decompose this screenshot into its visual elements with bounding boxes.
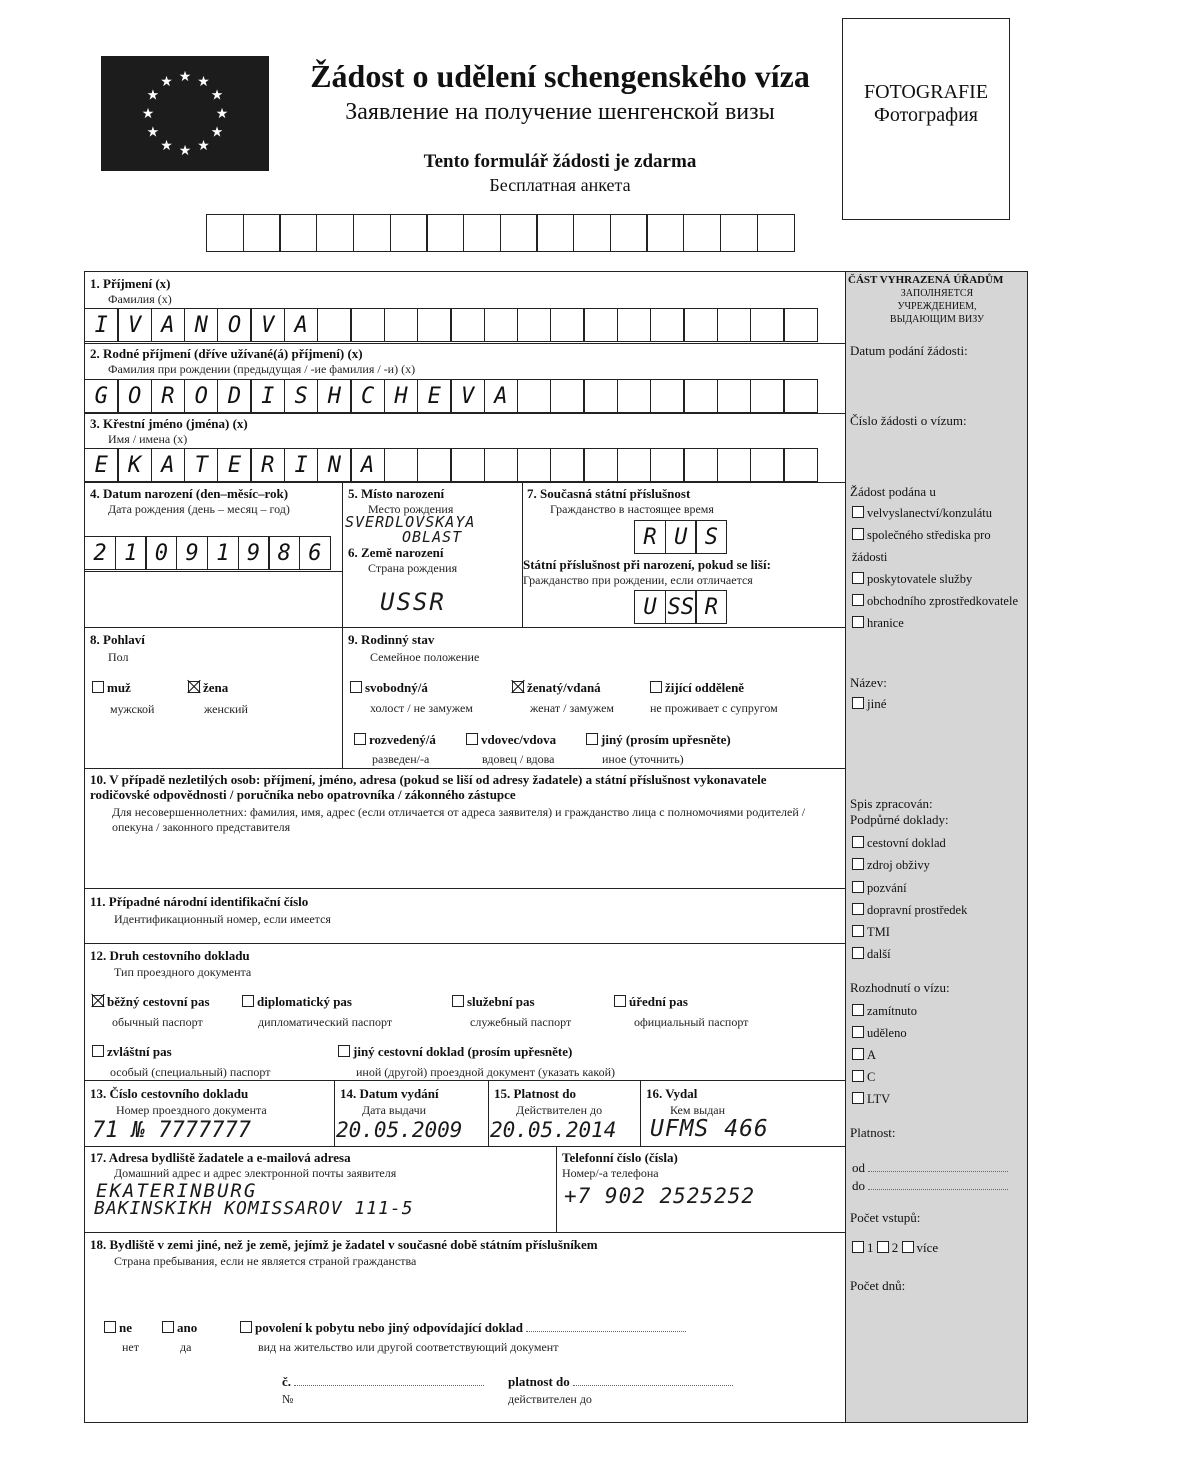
field-7b-label: Státní příslušnost při narození, pokud se liší: bbox=[523, 557, 771, 572]
char-cell[interactable]: V bbox=[450, 379, 485, 413]
field-3-label: 3. Křestní jméno (jména) (x) bbox=[90, 416, 248, 431]
office-doc-label: pozvání bbox=[867, 880, 907, 895]
field-13-label-ru: Номер проездного документа bbox=[116, 1103, 267, 1117]
office-other-checkbox[interactable] bbox=[852, 697, 864, 709]
char-cell[interactable] bbox=[484, 448, 519, 482]
status-widowed-checkbox[interactable] bbox=[466, 733, 478, 745]
field-18-label: 18. Bydliště v zemi jiné, než je země, jejímž je žadatel v současné době státním příslušníkem bbox=[90, 1237, 598, 1252]
office-doc-label: cestovní doklad bbox=[867, 836, 946, 850]
char-cell[interactable]: E bbox=[417, 379, 452, 413]
char-cell[interactable]: R bbox=[250, 448, 285, 482]
eu-star-icon: ★ bbox=[210, 88, 224, 104]
office-lodged-checkbox[interactable] bbox=[852, 616, 864, 628]
char-cell[interactable] bbox=[750, 308, 785, 342]
passport-number-value[interactable]: 71 № 7777777 bbox=[92, 1118, 251, 1143]
field-4-label: 4. Datum narození (den–měsíc–rok) bbox=[90, 486, 289, 501]
office-doc-label: TMI bbox=[867, 925, 890, 940]
sex-female-ru: женский bbox=[204, 702, 248, 716]
field-6-label: 6. Země narození bbox=[348, 545, 444, 560]
barcode-boxes bbox=[206, 214, 793, 252]
status-other-checkbox[interactable] bbox=[586, 733, 598, 745]
doc-ordinary-checkbox[interactable] bbox=[92, 995, 104, 1007]
eu-star-icon: ★ bbox=[197, 74, 210, 90]
char-cell[interactable]: O bbox=[184, 379, 219, 413]
residence-permit-option[interactable]: povolení k pobytu nebo jiný odpovídající doklad bbox=[240, 1320, 686, 1336]
char-cell[interactable]: I bbox=[284, 448, 319, 482]
field-13-label: 13. Číslo cestovního dokladu bbox=[90, 1086, 249, 1101]
char-cell[interactable] bbox=[517, 379, 552, 413]
office-title-ru-3: ВЫДАЮЩИМ ВИЗУ bbox=[889, 314, 985, 325]
office-lodged-label: obchodního zprostředkovatele bbox=[867, 594, 1018, 608]
char-cell[interactable] bbox=[384, 448, 419, 482]
office-panel bbox=[848, 274, 1026, 326]
char-cell[interactable]: H bbox=[384, 379, 419, 413]
char-cell[interactable]: O bbox=[217, 308, 252, 342]
char-cell[interactable]: S bbox=[695, 520, 727, 554]
eu-star-icon: ★ bbox=[210, 125, 224, 141]
char-cell[interactable]: D bbox=[217, 379, 252, 413]
residence-permit-checkbox[interactable] bbox=[240, 1321, 252, 1333]
char-cell[interactable] bbox=[583, 379, 618, 413]
field-1-label-ru: Фамилия (x) bbox=[108, 292, 172, 306]
char-cell[interactable]: G bbox=[84, 379, 119, 413]
office-lodged-option[interactable] bbox=[852, 612, 1024, 634]
office-decision-checkbox[interactable] bbox=[852, 1026, 864, 1038]
office-docs-list bbox=[852, 832, 1024, 966]
char-cell[interactable] bbox=[517, 308, 552, 342]
office-doc-label: dopravní prostředek bbox=[867, 902, 968, 917]
char-cell[interactable]: R bbox=[695, 590, 727, 624]
eu-star-icon: ★ bbox=[141, 107, 155, 122]
field-16-label: 16. Vydal bbox=[646, 1086, 698, 1101]
char-cell[interactable]: U bbox=[665, 520, 697, 554]
residence-yes-option[interactable]: ano bbox=[162, 1320, 197, 1336]
office-number-label: Číslo žádosti o vízum: bbox=[850, 413, 967, 428]
office-decision-option[interactable] bbox=[852, 1066, 1024, 1088]
office-decision-label: uděleno bbox=[867, 1026, 907, 1040]
char-cell[interactable] bbox=[550, 308, 585, 342]
field-10-label: 10. V případě nezletilých osob: příjmení, jméno, adresa (pokud se liší od adresy žadatele) a státní příslušnost vykonavatele rodičovské odpovědnosti / poručníka nebo opatrovníka / zákonného zástupce bbox=[90, 772, 767, 802]
office-title-cz: ČÁST VYHRAZENÁ ÚŘADŮM bbox=[848, 274, 1004, 286]
char-cell[interactable] bbox=[417, 448, 452, 482]
valid-until-value[interactable]: 20.05.2014 bbox=[490, 1118, 617, 1142]
eu-star-icon: ★ bbox=[146, 125, 160, 141]
nationality-input[interactable] bbox=[634, 520, 726, 554]
office-lodged-option[interactable] bbox=[852, 502, 1024, 524]
doc-diplomatic-checkbox[interactable] bbox=[242, 995, 254, 1007]
office-doc-label: zdroj obživy bbox=[867, 858, 930, 873]
char-cell[interactable] bbox=[550, 448, 585, 482]
birth-country-value[interactable]: USSR bbox=[380, 588, 446, 616]
office-decision-label: C bbox=[867, 1070, 876, 1084]
field-7-label: 7. Současná státní příslušnost bbox=[527, 486, 691, 501]
char-cell[interactable]: 2 bbox=[84, 536, 116, 570]
doc-diplomatic-ru: дипломатический паспорт bbox=[258, 1015, 393, 1029]
office-entries-label: Počet vstupů: bbox=[850, 1210, 921, 1225]
char-cell[interactable] bbox=[583, 308, 618, 342]
office-decision-checkbox[interactable] bbox=[852, 1004, 864, 1016]
char-cell[interactable] bbox=[683, 379, 718, 413]
doc-official-checkbox[interactable] bbox=[614, 995, 626, 1007]
char-cell[interactable]: N bbox=[184, 308, 219, 342]
field-11-label-ru: Идентификационный номер, если имеется bbox=[114, 912, 331, 926]
office-doc-option[interactable] bbox=[852, 943, 1024, 965]
office-lodged-label: hranice bbox=[867, 616, 904, 630]
issue-date-value[interactable]: 20.05.2009 bbox=[336, 1118, 463, 1142]
char-cell[interactable] bbox=[650, 308, 685, 342]
residence-no-option[interactable]: ne bbox=[104, 1320, 132, 1336]
char-cell[interactable]: O bbox=[117, 379, 152, 413]
form-title-ru: Заявление на получение шенгенской визы bbox=[345, 99, 775, 125]
char-cell[interactable] bbox=[583, 448, 618, 482]
doc-ordinary-option[interactable]: běžný cestovní pas bbox=[92, 994, 210, 1010]
char-cell[interactable]: 1 bbox=[115, 536, 147, 570]
char-cell[interactable] bbox=[450, 448, 485, 482]
status-widowed-option[interactable]: vdovec/vdova bbox=[466, 732, 556, 748]
char-cell[interactable] bbox=[650, 448, 685, 482]
status-married-checkbox[interactable] bbox=[512, 681, 524, 693]
char-cell[interactable] bbox=[650, 379, 685, 413]
sex-female-option[interactable]: žena bbox=[188, 680, 228, 696]
office-lodged-label: společného střediska pro žádosti bbox=[852, 528, 991, 564]
office-doc-checkbox[interactable] bbox=[852, 903, 864, 915]
char-cell[interactable]: N bbox=[317, 448, 352, 482]
office-other-option[interactable]: jiné bbox=[852, 696, 887, 712]
office-lodged-label: velvyslanectví/konzulátu bbox=[867, 506, 992, 520]
field-17-label-ru: Домашний адрес и адрес электронной почты заявителя bbox=[114, 1166, 397, 1180]
residence-no-ru: нет bbox=[122, 1340, 139, 1354]
eu-star-icon: ★ bbox=[146, 88, 160, 104]
char-cell[interactable]: 6 bbox=[299, 536, 331, 570]
char-cell[interactable] bbox=[384, 308, 419, 342]
first-name-input[interactable] bbox=[84, 448, 817, 482]
field-5-label: 5. Místo narození bbox=[348, 486, 445, 501]
field-8-label-ru: Пол bbox=[108, 650, 129, 664]
doc-other-ru: иной (другой) проездной документ (указать какой) bbox=[356, 1065, 616, 1079]
permit-number-field[interactable]: č. bbox=[282, 1374, 484, 1390]
field-12-label: 12. Druh cestovního dokladu bbox=[90, 948, 250, 963]
office-date-label: Datum podání žádosti: bbox=[850, 343, 968, 358]
office-doc-checkbox[interactable] bbox=[852, 881, 864, 893]
char-cell[interactable]: A bbox=[284, 308, 319, 342]
office-lodged-checkbox[interactable] bbox=[852, 594, 864, 606]
permit-valid-ru: действителен до bbox=[508, 1392, 592, 1406]
status-divorced-option[interactable]: rozvedený/á bbox=[354, 732, 436, 748]
address-value-2[interactable]: BAKINSKIKH KOMISSAROV 111-5 bbox=[94, 1198, 414, 1219]
office-docs-label: Podpůrné doklady: bbox=[850, 812, 949, 827]
char-cell[interactable] bbox=[783, 308, 818, 342]
eu-flag-icon bbox=[101, 56, 269, 171]
status-widowed-ru: вдовец / вдова bbox=[482, 752, 555, 766]
field-11-label: 11. Případné národní identifikační číslo bbox=[90, 894, 309, 909]
status-other-option[interactable]: jiný (prosím upřesněte) bbox=[586, 732, 731, 748]
office-decision-checkbox[interactable] bbox=[852, 1048, 864, 1060]
status-single-checkbox[interactable] bbox=[350, 681, 362, 693]
sex-male-option[interactable]: muž bbox=[92, 680, 131, 696]
field-5-label-ru: Место рождения bbox=[368, 502, 454, 516]
office-doc-label: další bbox=[867, 947, 891, 962]
status-single-ru: холост / не замужем bbox=[370, 701, 473, 715]
office-decision-label: A bbox=[867, 1048, 877, 1062]
char-cell[interactable]: C bbox=[350, 379, 385, 413]
field-3-label-ru: Имя / имена (x) bbox=[108, 432, 188, 446]
free-form-cz: Tento formulář žádosti je zdarma bbox=[423, 151, 697, 172]
doc-service-option[interactable]: služební pas bbox=[452, 994, 535, 1010]
field-1-label: 1. Příjmení (x) bbox=[90, 276, 171, 291]
office-lodged-option[interactable] bbox=[852, 524, 1024, 568]
field-17-label: 17. Adresa bydliště žadatele a e-mailová adresa bbox=[90, 1150, 351, 1165]
char-cell[interactable]: 9 bbox=[176, 536, 208, 570]
field-7b-label-ru: Гражданство при рождении, если отличается bbox=[523, 573, 753, 587]
doc-service-ru: служебный паспорт bbox=[470, 1015, 572, 1029]
char-cell[interactable] bbox=[750, 379, 785, 413]
char-cell[interactable]: I bbox=[250, 379, 285, 413]
doc-official-option[interactable]: úřední pas bbox=[614, 994, 688, 1010]
office-lodged-label: poskytovatele služby bbox=[867, 572, 973, 586]
char-cell[interactable]: T bbox=[184, 448, 219, 482]
office-decision-checkbox[interactable] bbox=[852, 1070, 864, 1082]
char-cell[interactable] bbox=[617, 379, 652, 413]
status-divorced-checkbox[interactable] bbox=[354, 733, 366, 745]
field-12-label-ru: Тип проездного документа bbox=[114, 965, 252, 979]
status-other-ru: иное (уточнить) bbox=[602, 752, 684, 766]
office-title-ru-1: ЗАПОЛНЯЕТСЯ bbox=[900, 288, 974, 299]
status-separated-ru: не проживает с супругом bbox=[650, 701, 778, 715]
office-handled-label: Spis zpracován: bbox=[850, 796, 933, 811]
eu-star-icon: ★ bbox=[160, 139, 173, 155]
photo-label-cz: FOTOGRAFIE bbox=[863, 81, 989, 103]
doc-other-option[interactable]: jiný cestovní doklad (prosím upřesněte) bbox=[338, 1044, 572, 1060]
eu-star-icon: ★ bbox=[160, 74, 173, 90]
field-9-label-ru: Семейное положение bbox=[370, 650, 480, 664]
field-14-label-ru: Дата выдачи bbox=[362, 1103, 427, 1117]
residence-yes-checkbox[interactable] bbox=[162, 1321, 174, 1333]
char-cell[interactable]: A bbox=[350, 448, 385, 482]
field-4-label-ru: Дата рождения (день – месяц – год) bbox=[108, 502, 290, 516]
sex-male-checkbox[interactable] bbox=[92, 681, 104, 693]
status-single-option[interactable]: svobodný/á bbox=[350, 680, 428, 696]
office-doc-option[interactable] bbox=[852, 877, 1024, 899]
office-doc-checkbox[interactable] bbox=[852, 858, 864, 870]
char-cell[interactable]: 0 bbox=[145, 536, 177, 570]
phone-value[interactable]: +7 902 2525252 bbox=[564, 1184, 756, 1208]
permit-valid-field[interactable]: platnost do bbox=[508, 1374, 733, 1390]
office-valid-label: Platnost: bbox=[850, 1125, 896, 1140]
char-cell[interactable]: E bbox=[84, 448, 119, 482]
eu-star-icon: ★ bbox=[178, 70, 192, 85]
field-6-label-ru: Страна рождения bbox=[368, 561, 458, 575]
field-7-label-ru: Гражданство в настоящее время bbox=[550, 502, 714, 516]
doc-service-checkbox[interactable] bbox=[452, 995, 464, 1007]
char-cell[interactable]: R bbox=[151, 379, 186, 413]
char-cell[interactable]: A bbox=[151, 448, 186, 482]
char-cell[interactable]: E bbox=[217, 448, 252, 482]
status-divorced-ru: разведен/-а bbox=[372, 752, 430, 766]
entry-2-checkbox[interactable] bbox=[877, 1241, 889, 1253]
char-cell[interactable] bbox=[450, 308, 485, 342]
office-decision-option[interactable] bbox=[852, 1000, 1024, 1022]
field-2-label: 2. Rodné příjmení (dříve užívané(á) příjmení) (x) bbox=[90, 346, 363, 361]
permit-number-ru: № bbox=[282, 1392, 294, 1406]
office-decision-list bbox=[852, 1000, 1024, 1110]
form-title-cz: Žádost o udělení schengenského víza bbox=[310, 58, 810, 94]
char-cell[interactable]: 8 bbox=[268, 536, 300, 570]
field-9-label: 9. Rodinný stav bbox=[348, 632, 435, 647]
sex-male-ru: мужской bbox=[110, 702, 155, 716]
entry-1-checkbox[interactable] bbox=[852, 1241, 864, 1253]
free-form-ru: Бесплатная анкета bbox=[489, 175, 631, 195]
office-doc-option[interactable] bbox=[852, 854, 1024, 876]
birth-date-input[interactable] bbox=[84, 536, 330, 570]
office-valid-from[interactable]: od bbox=[852, 1160, 1008, 1176]
birth-place-value-1[interactable]: SVERDLOVSKAYA bbox=[345, 513, 476, 531]
office-lodged-checkbox[interactable] bbox=[852, 572, 864, 584]
residence-permit-ru: вид на жительство или другой соответствующий документ bbox=[258, 1340, 559, 1354]
office-valid-to[interactable]: do bbox=[852, 1178, 1008, 1194]
status-married-ru: женат / замужем bbox=[530, 701, 615, 715]
field-17b-label: Telefonní číslo (čísla) bbox=[562, 1150, 678, 1165]
field-2-label-ru: Фамилия при рождении (предыдущая / -ие фамилия / -и) (x) bbox=[108, 362, 416, 376]
birth-surname-input[interactable] bbox=[84, 379, 817, 413]
field-15-label-ru: Действителен до bbox=[516, 1103, 603, 1117]
char-cell[interactable] bbox=[717, 448, 752, 482]
office-doc-checkbox[interactable] bbox=[852, 947, 864, 959]
field-10-label-ru: Для несовершеннолетних: фамилия, имя, адрес (если отличается от адреса заявителя) и гражданство лица с полномочиями родителей / опекуна / законного представителя bbox=[112, 805, 806, 834]
doc-ordinary-ru: обычный паспорт bbox=[112, 1015, 203, 1029]
office-days-label: Počet dnů: bbox=[850, 1278, 906, 1293]
char-cell[interactable] bbox=[484, 308, 519, 342]
office-title-ru-2: УЧРЕЖДЕНИЕМ, bbox=[897, 301, 977, 312]
char-cell[interactable] bbox=[617, 308, 652, 342]
doc-special-checkbox[interactable] bbox=[92, 1045, 104, 1057]
char-cell[interactable] bbox=[717, 308, 752, 342]
office-lodged-option[interactable] bbox=[852, 568, 1024, 590]
photo-box bbox=[842, 18, 1010, 220]
char-cell[interactable]: 9 bbox=[238, 536, 270, 570]
office-doc-option[interactable] bbox=[852, 899, 1024, 921]
field-17b-label-ru: Номер/-а телефона bbox=[562, 1166, 659, 1180]
char-cell[interactable]: 1 bbox=[207, 536, 239, 570]
office-decision-option[interactable] bbox=[852, 1044, 1024, 1066]
address-value-1[interactable]: EKATERINBURG bbox=[96, 1180, 258, 1202]
residence-no-checkbox[interactable] bbox=[104, 1321, 116, 1333]
char-cell[interactable]: S bbox=[284, 379, 319, 413]
office-doc-option[interactable] bbox=[852, 832, 1024, 854]
char-cell[interactable] bbox=[683, 448, 718, 482]
issued-by-value[interactable]: UFMS 466 bbox=[650, 1116, 769, 1142]
char-cell[interactable]: SS bbox=[665, 590, 697, 624]
surname-input[interactable] bbox=[84, 308, 817, 342]
residence-yes-ru: да bbox=[180, 1340, 192, 1354]
doc-other-checkbox[interactable] bbox=[338, 1045, 350, 1057]
status-separated-checkbox[interactable] bbox=[650, 681, 662, 693]
office-decision-label: Rozhodnutí o vízu: bbox=[850, 980, 950, 995]
field-16-label-ru: Кем выдан bbox=[670, 1103, 726, 1117]
birth-nationality-input[interactable] bbox=[634, 590, 726, 624]
char-cell[interactable] bbox=[717, 379, 752, 413]
doc-official-ru: официальный паспорт bbox=[634, 1015, 749, 1029]
char-cell[interactable] bbox=[550, 379, 585, 413]
char-cell[interactable]: A bbox=[151, 308, 186, 342]
char-cell[interactable]: A bbox=[484, 379, 519, 413]
field-15-label: 15. Platnost do bbox=[494, 1086, 576, 1101]
office-decision-label: LTV bbox=[867, 1092, 891, 1106]
office-lodged-label: Žádost podána u bbox=[850, 484, 936, 499]
char-cell[interactable]: K bbox=[117, 448, 152, 482]
char-cell[interactable] bbox=[317, 308, 352, 342]
doc-special-option[interactable]: zvláštní pas bbox=[92, 1044, 172, 1060]
doc-special-ru: особый (специальный) паспорт bbox=[110, 1065, 271, 1079]
char-cell[interactable]: V bbox=[250, 308, 285, 342]
office-lodged-checkbox[interactable] bbox=[852, 506, 864, 518]
eu-star-icon: ★ bbox=[178, 144, 192, 159]
office-name-label: Název: bbox=[850, 675, 887, 690]
char-cell[interactable] bbox=[750, 448, 785, 482]
office-lodged-checkbox[interactable] bbox=[852, 528, 864, 540]
doc-diplomatic-option[interactable]: diplomatický pas bbox=[242, 994, 352, 1010]
sex-female-checkbox[interactable] bbox=[188, 681, 200, 693]
office-decision-checkbox[interactable] bbox=[852, 1092, 864, 1104]
char-cell[interactable] bbox=[417, 308, 452, 342]
field-8-label: 8. Pohlaví bbox=[90, 632, 145, 647]
eu-star-icon: ★ bbox=[215, 107, 229, 122]
office-decision-label: zamítnuto bbox=[867, 1004, 917, 1018]
char-cell[interactable]: I bbox=[84, 308, 119, 342]
photo-label-ru: Фотография bbox=[874, 104, 978, 126]
office-doc-checkbox[interactable] bbox=[852, 925, 864, 937]
office-lodged-option[interactable] bbox=[852, 590, 1024, 612]
char-cell[interactable] bbox=[683, 308, 718, 342]
birth-place-value-2[interactable]: OBLAST bbox=[402, 528, 463, 546]
field-18-label-ru: Страна пребывания, если не является страной гражданства bbox=[114, 1254, 417, 1268]
char-cell[interactable] bbox=[350, 308, 385, 342]
char-cell[interactable]: H bbox=[317, 379, 352, 413]
entry-more-checkbox[interactable] bbox=[902, 1241, 914, 1253]
office-decision-option[interactable] bbox=[852, 1088, 1024, 1110]
status-separated-option[interactable]: žijící odděleně bbox=[650, 680, 744, 696]
eu-star-icon: ★ bbox=[197, 139, 210, 155]
field-14-label: 14. Datum vydání bbox=[340, 1086, 439, 1101]
office-doc-option[interactable] bbox=[852, 921, 1024, 943]
office-decision-option[interactable] bbox=[852, 1022, 1024, 1044]
char-cell[interactable] bbox=[783, 448, 818, 482]
office-lodged-list bbox=[852, 502, 1024, 634]
char-cell[interactable]: V bbox=[117, 308, 152, 342]
char-cell[interactable] bbox=[783, 379, 818, 413]
char-cell[interactable] bbox=[617, 448, 652, 482]
office-doc-checkbox[interactable] bbox=[852, 836, 864, 848]
office-entries-options[interactable]: 1 2 více bbox=[852, 1240, 938, 1256]
char-cell[interactable]: U bbox=[634, 590, 666, 624]
status-married-option[interactable]: ženatý/vdaná bbox=[512, 680, 601, 696]
char-cell[interactable] bbox=[517, 448, 552, 482]
char-cell[interactable]: R bbox=[634, 520, 666, 554]
